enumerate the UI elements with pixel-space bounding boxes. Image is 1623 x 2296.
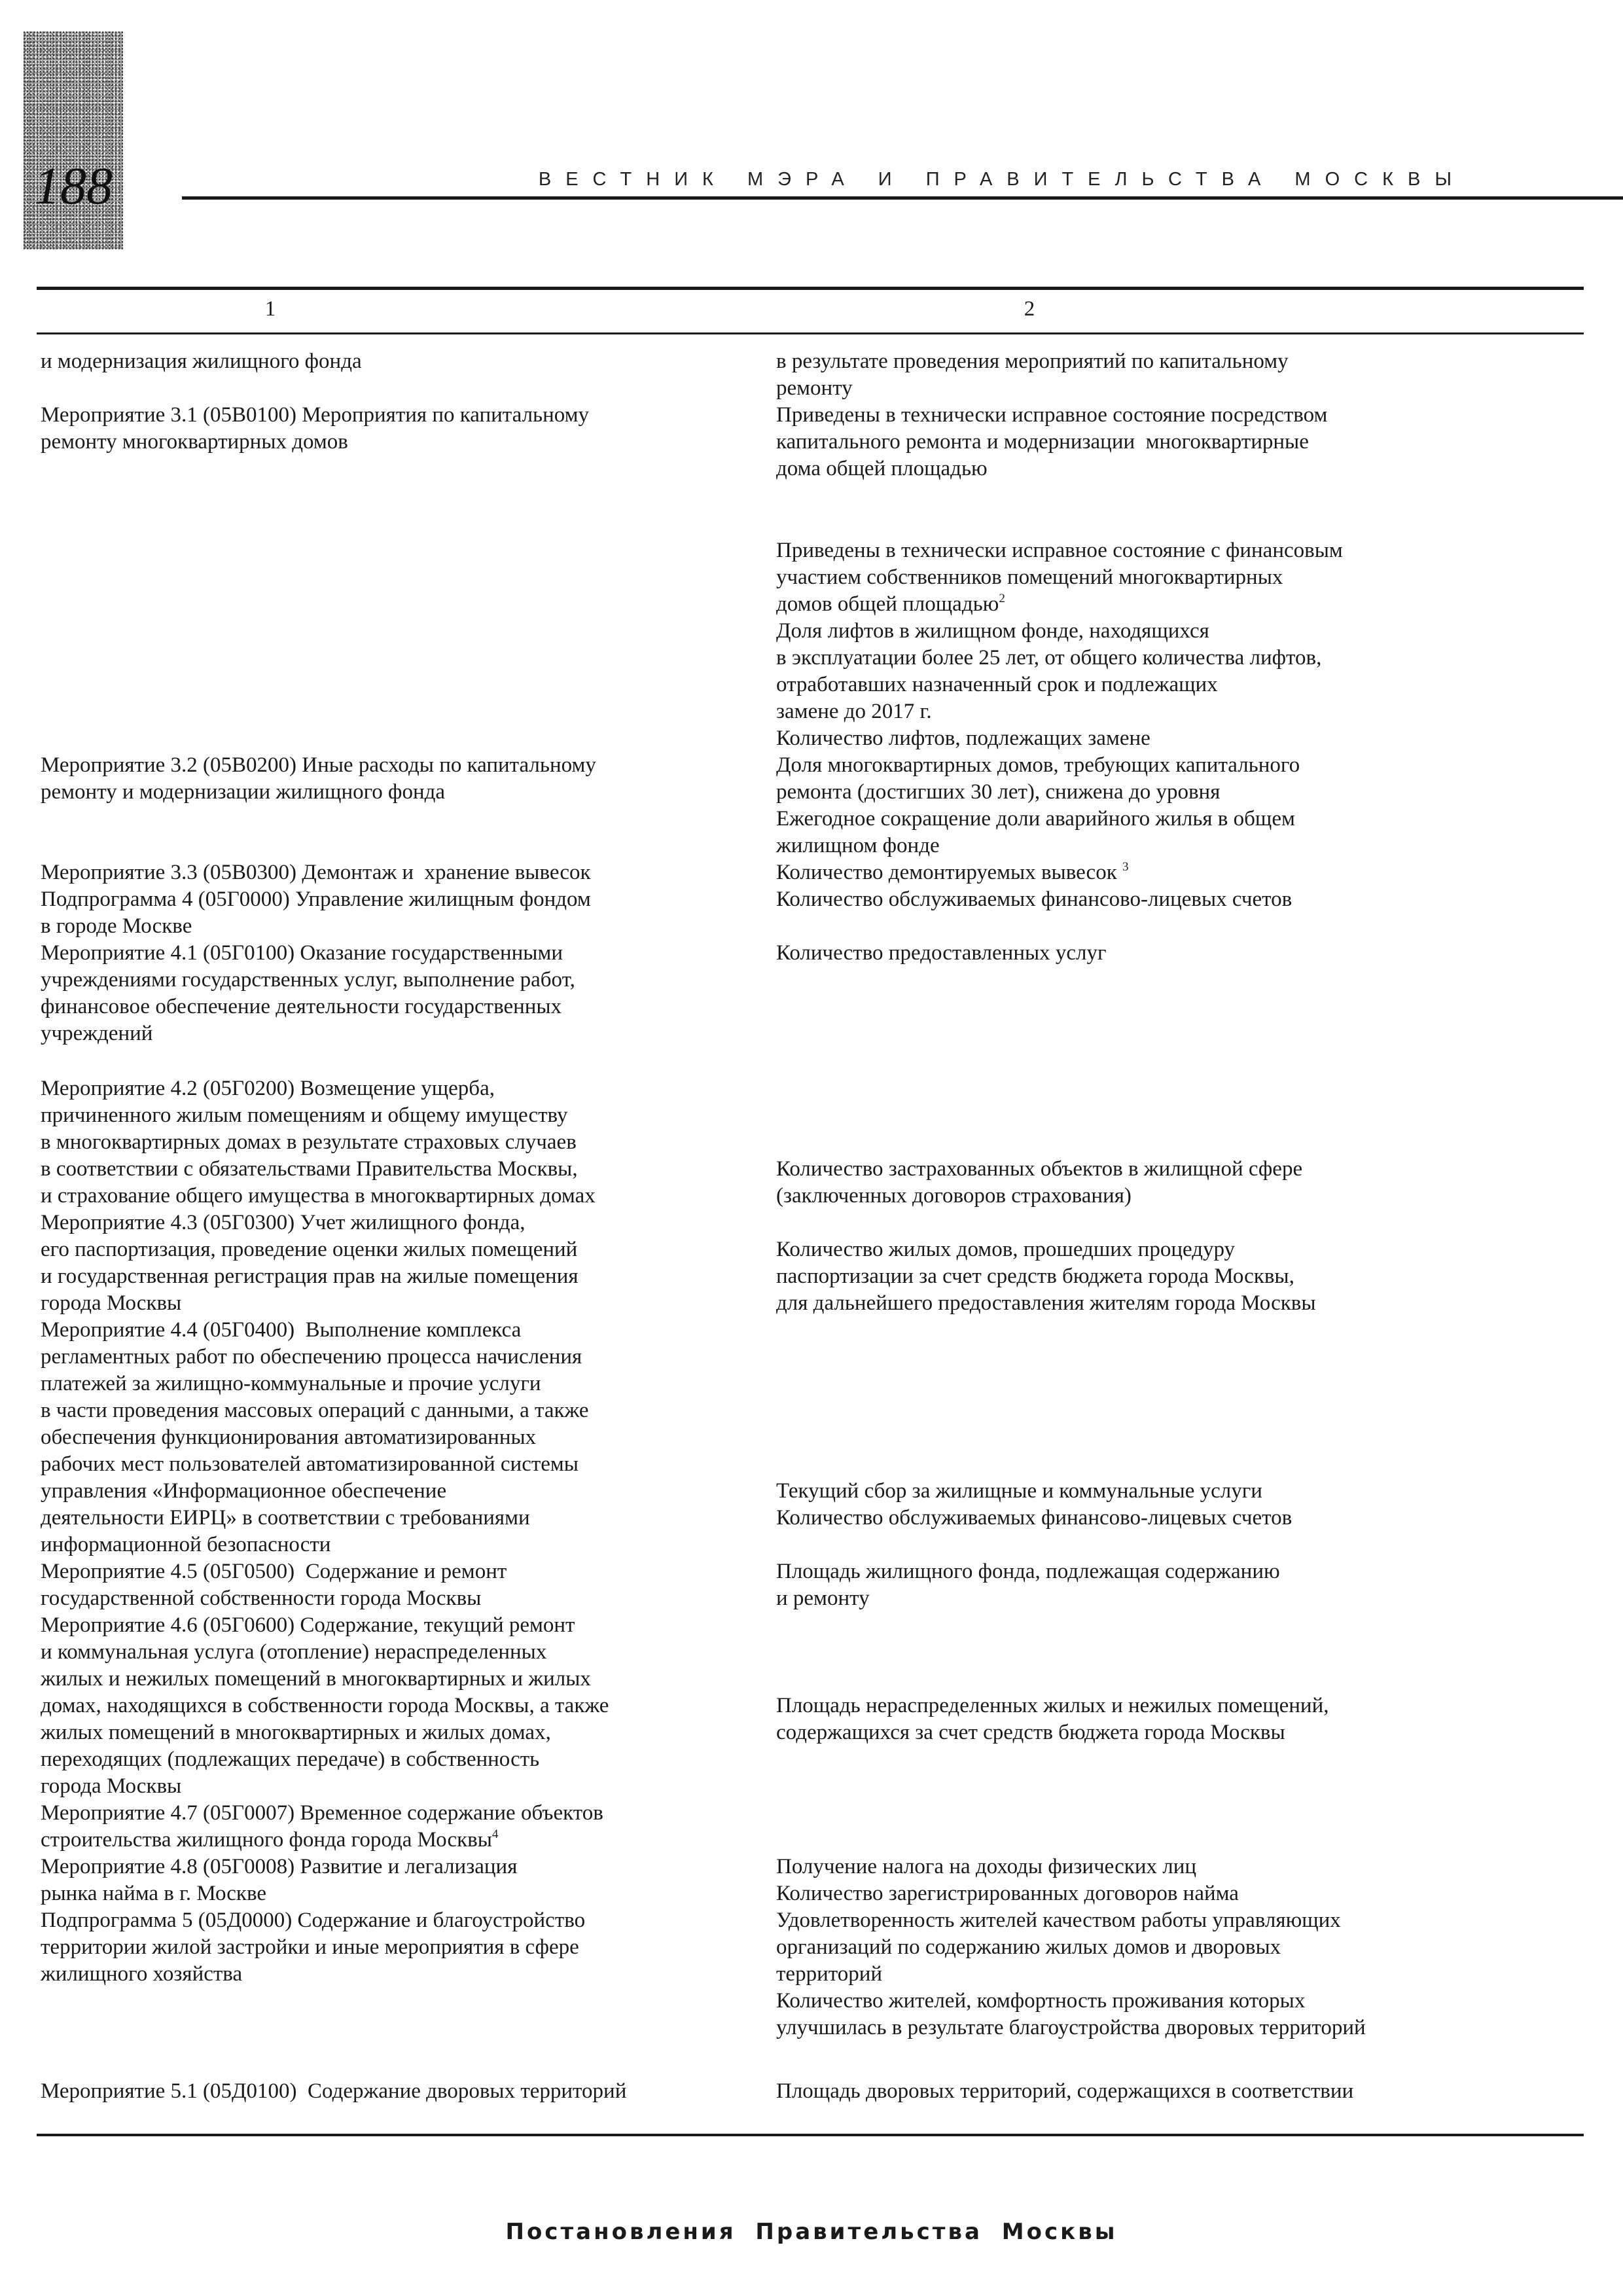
left-cell-text: Мероприятие 4.2 (05Г0200) Возмещение ущерба, причиненного жилым помещениям и общему имуществу в многоквартирных домах в результате страховых случаев в соответствии с обязательствами Правительства Москвы, и страхование общего имущества в многоквартирных домах Мероприятие 4.3 (05Г0300) Учет жилищного фонда, его паспортизация, проведение оценки жилых помещений и государственная регистрация прав на жилые помещения города Москвы Мероприятие 4.4 (05Г0400) Выполнение комплекса регламентных работ по обеспечению процесса начисления платежей за жилищно-коммунальные и прочие услуги в части проведения массовых операций с данными, а также обеспечения функционирования автоматизированных рабочих мест пользователей автоматизированной системы управления «Информационное обеспечение деятельности ЕИРЦ» в соответствии с требованиями информационной безопасности Мероприятие 4.5 (05Г0500) Содержание и ремонт государственной собственности города Москвы Мероприятие 4.6 (05Г0600) Содержание, текущий ремонт и коммунальная услуга (отопление) нераспределенных жилых и нежилых помещений в многоквартирных и жилых домах, находящихся в собственности города Москвы, а также жилых помещений в многоквартирных и жилых домах, переходящих (подлежащих передаче) в собственность города Москвы Мероприятие 4.7 (05Г0007) Временное содержание объектов строительства жилищного фонда города Москвы [41, 1077, 609, 1852]
left-cell: Мероприятие 5.1 (05Д0100) Содержание дворовых территорий [41, 2079, 627, 2103]
table-bottom-rule [37, 2134, 1584, 2136]
right-cell: Площадь жилищного фонда, подлежащая содержанию и ремонту [776, 1560, 1280, 1610]
page-number-badge [24, 31, 123, 249]
publication-title: ВЕСТНИК МЭРА И ПРАВИТЕЛЬСТВА МОСКВЫ [538, 169, 1466, 190]
right-cell-text: Приведены в технически исправное состояние с финансовым участием собственников помещений многоквартирных домов общей площадью [776, 539, 1343, 616]
left-cell: Мероприятие 4.8 (05Г0008) Развитие и легализация рынка найма в г. Москве Подпрограмма 5 (05Д0000) Содержание и благоустройство территории жилой застройки и иные мероприятия в сфере жилищного хозяйства [41, 1855, 586, 1986]
footer-section-title: Постановления Правительства Москвы [505, 2219, 1118, 2245]
column-number-2: 2 [1024, 297, 1035, 321]
table-header-rule [37, 332, 1584, 334]
right-cell: Количество предоставленных услуг [776, 941, 1107, 965]
right-cell: в результате проведения мероприятий по капитальному ремонту Приведены в технически исправное состояние посредством капитального ремонта и модернизации многоквартирные дома общей площадью [776, 350, 1328, 480]
right-cell: Количество застрахованных объектов в жилищной сфере (заключенных договоров страхования) [776, 1157, 1303, 1208]
left-cell: Мероприятие 3.1 (05В0100) Мероприятия по капитальному ремонту многоквартирных домов [41, 403, 590, 454]
right-cell: Площадь дворовых территорий, содержащихся в соответствии [776, 2079, 1354, 2103]
right-cell: Получение налога на доходы физических лиц Количество зарегистрированных договоров найма Удовлетворенность жителей качеством работы управляющих организаций по содержанию жилых домов и дворовых территорий Количество жителей, комфортность проживания которых улучшилась в результате благоустройства дворовых территорий [776, 1855, 1366, 2039]
right-cell [776, 618, 1321, 889]
right-cell-text: Доля лифтов в жилищном фонде, находящихся в эксплуатации более 25 лет, от общего количества лифтов, отработавших назначенный срок и подлежащих замене до 2017 г. Количество лифтов, подлежащих замене Доля многоквартирных домов, требующих капитального ремонта (достигших 30 лет), снижена до уровня Ежегодное сокращение доли аварийного жилья в общем жилищном фонде Количество демонтируемых вывесок [776, 619, 1322, 884]
left-cell [41, 1075, 609, 1856]
footnote-mark: 3 [1122, 860, 1129, 874]
footnote-mark: 4 [491, 1827, 499, 1841]
header-rule [182, 196, 1623, 200]
left-cell: Мероприятие 3.3 (05В0300) Демонтаж и хранение вывесок Подпрограмма 4 (05Г0000) Управление жилищным фондом в городе Москве Мероприятие 4.1 (05Г0100) Оказание государственными учреждениями государственных услуг, выполнение работ, финансовое обеспечение деятельности государственных учреждений [41, 861, 591, 1045]
page-number: 188 [34, 158, 113, 215]
right-cell: Количество жилых домов, прошедших процедуру паспортизации за счет средств бюджета города Москвы, для дальнейшего предоставления жителям города Москвы [776, 1238, 1316, 1315]
footnote-mark: 2 [999, 592, 1005, 605]
right-cell [776, 537, 1343, 620]
left-cell: Мероприятие 3.2 (05В0200) Иные расходы по капитальному ремонту и модернизации жилищного фонда [41, 753, 596, 804]
right-cell: Площадь нераспределенных жилых и нежилых помещений, содержащихся за счет средств бюджета города Москвы [776, 1694, 1329, 1744]
column-number-1: 1 [264, 297, 276, 321]
right-cell: Количество обслуживаемых финансово-лицевых счетов [776, 888, 1293, 911]
left-cell: и модернизация жилищного фонда [41, 350, 362, 373]
table-top-rule [37, 287, 1584, 290]
right-cell: Текущий сбор за жилищные и коммунальные услуги Количество обслуживаемых финансово-лицевых счетов [776, 1479, 1293, 1530]
